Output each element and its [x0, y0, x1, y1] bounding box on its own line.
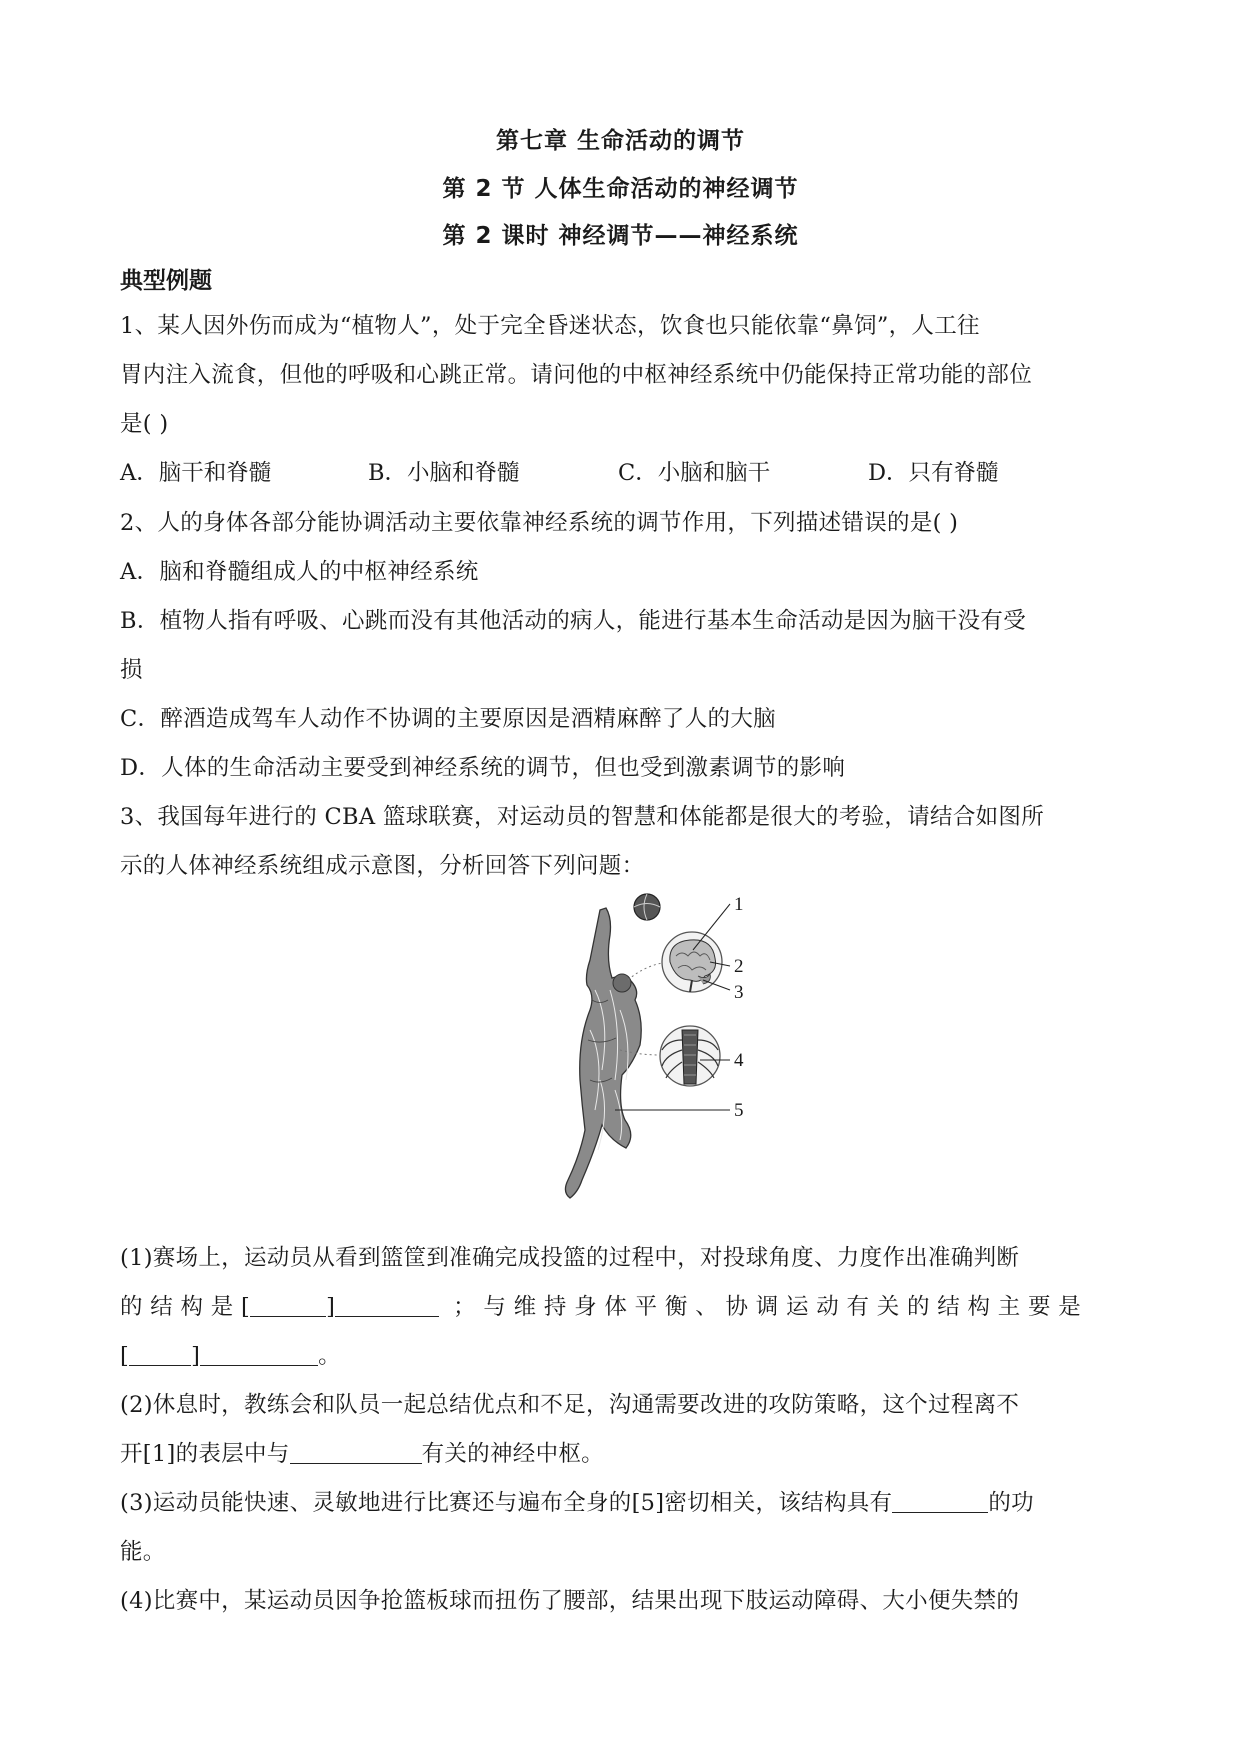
q3-part2-text-b: 有关的神经中枢。 [421, 1441, 604, 1467]
q1-option-d: D．只有脊髓 [868, 460, 999, 486]
answer-blank-1[interactable] [250, 1294, 326, 1317]
athlete-body-icon [565, 908, 641, 1198]
answer-blank-3[interactable] [129, 1343, 191, 1366]
q3-part1-text-e: ] [191, 1343, 201, 1369]
q3-part1-line-3 [120, 1338, 1130, 1370]
q1-line-1: 1、某人因外伤而成为“植物人”，处于完全昏迷状态，饮食也只能依靠“鼻饲”，人工往 [120, 313, 980, 339]
answer-blank-4[interactable] [200, 1343, 318, 1366]
q3-part1-text-b: ] [326, 1294, 336, 1320]
q3-part1-line-1: (1)赛场上，运动员从看到篮筐到准确完成投篮的过程中，对投球角度、力度作出准确判断 [120, 1245, 1020, 1271]
figure-label-1: 1 [734, 894, 744, 915]
q3-part2-text-a: 开[1]的表层中与 [120, 1441, 290, 1467]
q3-part1-text-c: ； 与 维 持 身 体 平 衡 、 协 调 运 动 有 关 的 结 构 主 要 是 [453, 1294, 1082, 1320]
q2-option-a: A．脑和脊髓组成人的中枢神经系统 [120, 559, 479, 585]
q2-option-d: D．人体的生命活动主要受到神经系统的调节，但也受到激素调节的影响 [120, 755, 846, 781]
q3-part1-text-a: 的 结 构 是 [ [120, 1294, 251, 1320]
chapter-title: 第七章 生命活动的调节 [495, 128, 745, 154]
q3-part2-line-2 [120, 1436, 1130, 1468]
q1-option-a: A．脑干和脊髓 [120, 460, 272, 486]
q3-part2-line-1: (2)休息时，教练会和队员一起总结优点和不足，沟通需要改进的攻防策略，这个过程离不 [120, 1392, 1020, 1418]
q3-line-1: 3、我国每年进行的 CBA 篮球联赛，对运动员的智慧和体能都是很大的考验，请结合如图所 [120, 804, 1045, 830]
q2-option-b-line-1: B．植物人指有呼吸、心跳而没有其他活动的病人，能进行基本生命活动是因为脑干没有受 [120, 608, 1027, 634]
q2-option-c: C．醉酒造成驾车人动作不协调的主要原因是酒精麻醉了人的大脑 [120, 706, 776, 732]
q3-line-2: 示的人体神经系统组成示意图，分析回答下列问题： [120, 853, 645, 879]
q3-part4-line-1: (4)比赛中，某运动员因争抢篮板球而扭伤了腰部，结果出现下肢运动障碍、大小便失禁的 [120, 1588, 1020, 1614]
answer-blank-2[interactable] [335, 1294, 439, 1317]
brain-inset-icon [662, 932, 722, 992]
q1-option-c: C．小脑和脑干 [618, 460, 771, 486]
spinal-cord-inset-icon [660, 1026, 720, 1086]
q3-part1-line-2 [120, 1289, 1130, 1321]
figure-label-3: 3 [734, 982, 744, 1003]
q1-line-2: 胃内注入流食，但他的呼吸和心跳正常。请问他的中枢神经系统中仍能保持正常功能的部位 [120, 362, 1033, 388]
q3-part3-line-1 [120, 1485, 1130, 1517]
figure-label-2: 2 [734, 956, 744, 977]
q3-part3-text-b: 的功 [988, 1490, 1034, 1516]
figure-label-4: 4 [734, 1050, 744, 1071]
q3-part1-text-d: [ [120, 1343, 130, 1369]
answer-blank-6[interactable] [892, 1490, 988, 1513]
section-title: 第 2 节 人体生命活动的神经调节 [442, 176, 799, 202]
answer-blank-5[interactable] [290, 1441, 422, 1464]
figure-label-5: 5 [734, 1100, 744, 1121]
q3-part3-line-2: 能。 [120, 1539, 166, 1565]
q2-option-b-line-2: 损 [120, 657, 143, 683]
lesson-title: 第 2 课时 神经调节——神经系统 [442, 223, 799, 249]
q3-part3-text-a: (3)运动员能快速、灵敏地进行比赛还与遍布全身的[5]密切相关，该结构具有 [120, 1490, 893, 1516]
examples-heading: 典型例题 [120, 268, 212, 294]
basketball-icon [634, 894, 660, 920]
nervous-system-figure [540, 880, 770, 1210]
q1-line-3: 是( ) [120, 411, 169, 437]
q1-option-b: B．小脑和脊髓 [368, 460, 520, 486]
q2-stem: 2、人的身体各部分能协调活动主要依靠神经系统的调节作用，下列描述错误的是( ) [120, 510, 959, 536]
q3-part1-text-f: 。 [318, 1343, 341, 1369]
